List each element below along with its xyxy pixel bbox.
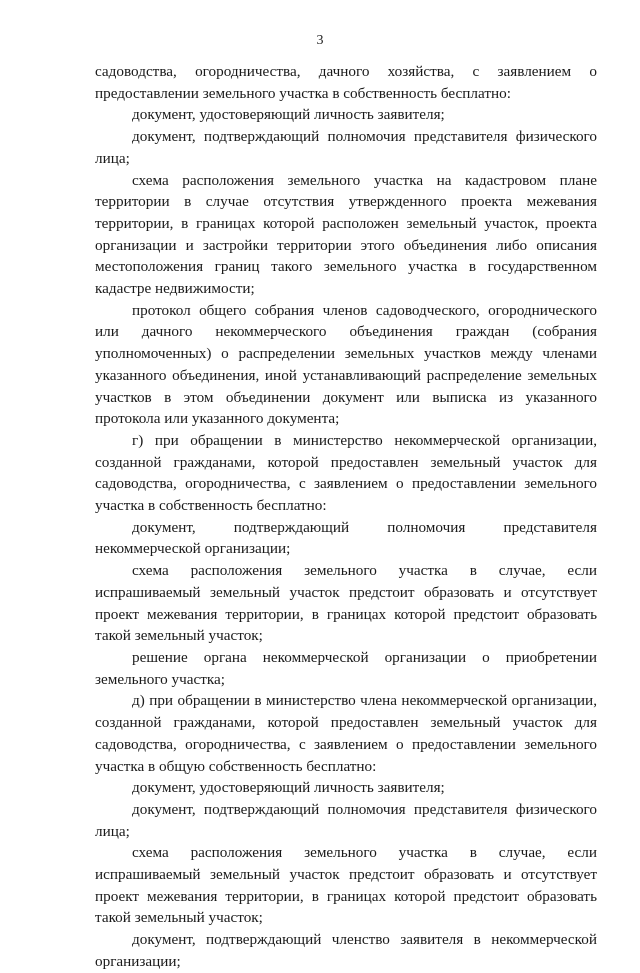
paragraph: схема расположения земельного участка на кадастровом плане территории в случае отсутствия утвержденного проекта межевания территории, в границах которой расположен земельный участок, проекта организации и застройки территории этого объединения либо описания местоположения границ такого земельного участка в государственном кадастре недвижимости; — [95, 171, 597, 298]
paragraph: документ, удостоверяющий личность заявителя; — [132, 106, 445, 124]
paragraph: документ, подтверждающий полномочия представителя физического лица; — [95, 128, 597, 167]
paragraph: схема расположения земельного участка в случае, если испрашиваемый земельный участок предстоит образовать и отсутствует проект межевания территории, в границах которой предстоит образовать такой земельный участок; — [95, 562, 597, 645]
paragraph-item-d: д) при обращении в министерство члена некоммерческой организации, созданной гражданами, которой предоставлен земельный участок для садоводства, огородничества, с заявлением о предоставлении земельного участка в общую собственность бесплатно: — [95, 692, 597, 775]
paragraph-item-g: г) при обращении в министерство некоммерческой организации, созданной гражданами, которой предоставлен земельный участок для садоводства, огородничества, с заявлением о предоставлении земельного участка в собственность бесплатно: — [95, 431, 597, 515]
page-number: 3 — [316, 33, 324, 48]
document-body — [95, 61, 597, 973]
paragraph: решение органа некоммерческой организации о приобретении земельного участка; — [95, 648, 597, 688]
paragraph: документ, подтверждающий членство заявителя в некоммерческой организации; — [95, 931, 597, 970]
paragraph: документ, подтверждающий полномочия представителя физического лица; — [95, 800, 597, 840]
paragraph: схема расположения земельного участка в случае, если испрашиваемый земельный участок предстоит образовать и отсутствует проект межевания территории, в границах которой предстоит образовать такой земельный участок; — [95, 844, 597, 927]
paragraph: документ, подтверждающий полномочия представителя некоммерческой организации; — [95, 518, 597, 558]
paragraph: протокол общего собрания членов садоводческого, огороднического или дачного некоммерческого объединения граждан (собрания уполномоченных) о распределении земельных участков между членами указанного объединения, иной устанавливающий распределение земельных участков в этом объединении документ или выписка из указанного протокола или указанного документа; — [95, 301, 597, 428]
paragraph: документ, удостоверяющий личность заявителя; — [132, 779, 445, 797]
paragraph-continuation: садоводства, огородничества, дачного хозяйства, с заявлением о предоставлении земельного участка в собственность бесплатно: — [95, 63, 597, 102]
